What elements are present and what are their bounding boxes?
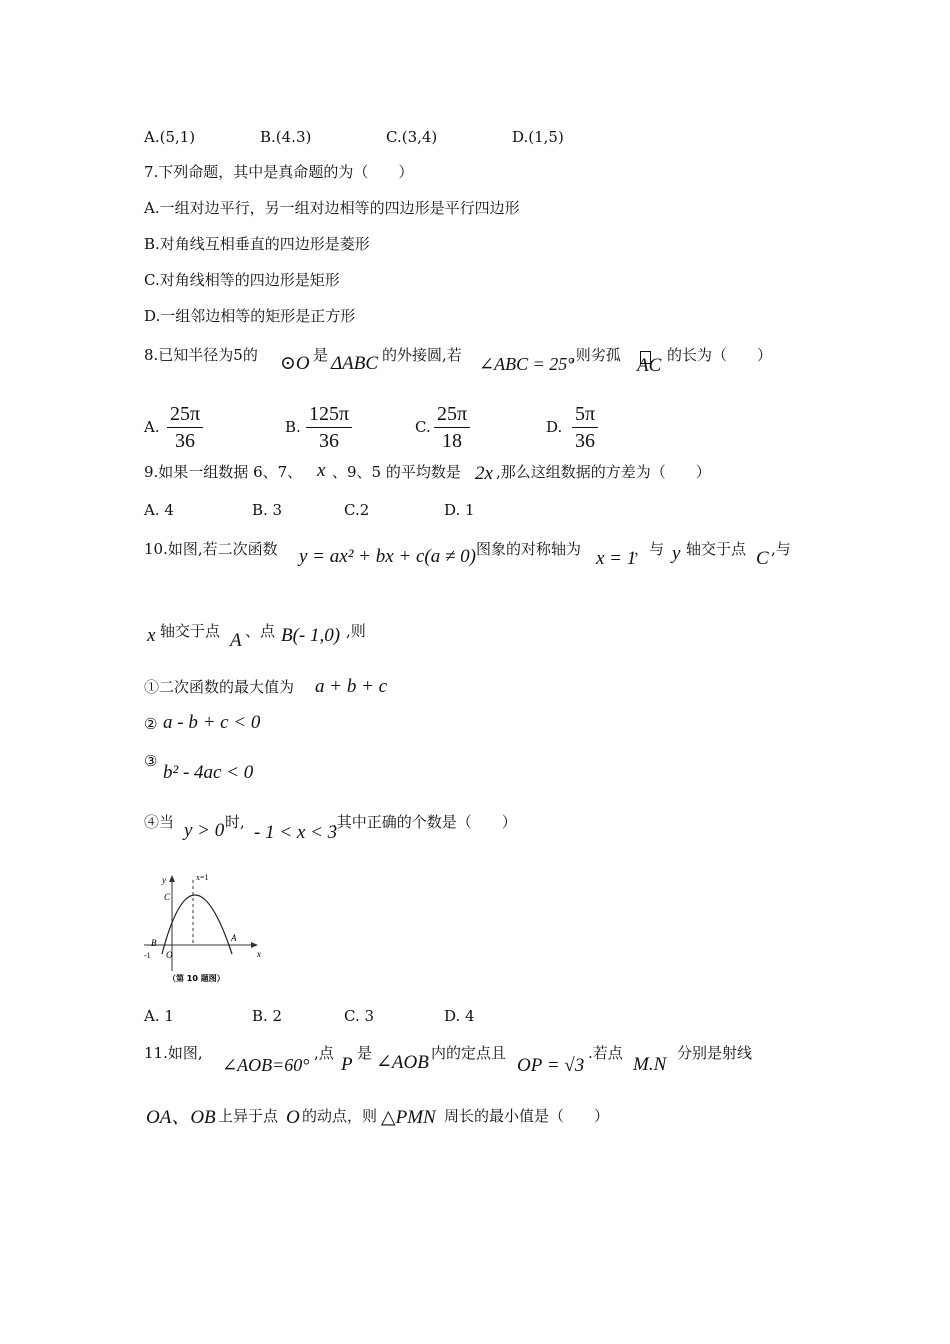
- q9-option-c: C.2: [344, 501, 370, 519]
- q8-option-d-denominator: 36: [575, 430, 596, 452]
- q6-option-b: B.(4.3): [260, 128, 312, 146]
- q9-x: x: [317, 460, 326, 481]
- q11-inner-fixed-point: 内的定点且: [431, 1044, 507, 1062]
- q8-arc-label: AC: [637, 355, 662, 376]
- q8-option-d-prefix: D.: [546, 418, 563, 436]
- q10-y-var: y: [672, 543, 681, 564]
- q10-statement-2-expr: a - b + c < 0: [163, 712, 261, 733]
- q11-stem-start: 11.如图,: [144, 1044, 203, 1062]
- q11-respectively-rays: 分别是射线: [677, 1044, 753, 1062]
- q11-min-perimeter: 周长的最小值是（ ）: [444, 1107, 610, 1125]
- q6-option-a: A.(5,1): [144, 128, 196, 146]
- q10-function: y = ax² + bx + c(a ≠ 0): [299, 546, 476, 567]
- q10-stem-start: 10.如图,若二次函数: [144, 540, 278, 558]
- q11-rays: OA、OB: [146, 1107, 216, 1128]
- q8-option-a-fraction: [167, 402, 203, 453]
- q9-two-x: 2x: [475, 463, 493, 484]
- q10-symmetry-axis-text: 图象的对称轴为: [476, 540, 582, 558]
- fig-o-label: O: [166, 950, 173, 960]
- q8-length-of: 的长为（ ）: [667, 346, 773, 364]
- q10-point-c: C: [756, 548, 769, 569]
- q11-triangle-pmn: △PMN: [381, 1107, 436, 1128]
- q8-option-c-fraction: [434, 402, 470, 453]
- fig-x-label: x: [257, 949, 261, 959]
- q10-statement-1-label: ①二次函数的最大值为: [144, 678, 295, 696]
- q8-option-c-denominator: 18: [442, 430, 463, 452]
- q6-option-c: C.(3,4): [386, 128, 438, 146]
- fig-c-label: C: [164, 892, 171, 902]
- q7-option-c: C.对角线相等的四边形是矩形: [144, 271, 340, 289]
- q10-option-b: B. 2: [252, 1007, 283, 1025]
- q8-option-a-denominator: 36: [175, 430, 196, 452]
- q6-option-d: D.(1,5): [512, 128, 564, 146]
- q8-inferior-arc: ,则劣孤: [571, 346, 621, 364]
- fig-b-label: B: [151, 938, 157, 948]
- q11-is: 是: [357, 1044, 373, 1062]
- q9-option-a: A. 4: [144, 501, 174, 519]
- q8-stem-start: 8.已知半径为5的: [144, 346, 258, 364]
- q8-option-b-fraction: [306, 402, 352, 453]
- q8-circumcircle: 的外接圆,若: [382, 346, 462, 364]
- q11-angle-aob: ∠AOB: [376, 1052, 429, 1073]
- q9-stem-start: 9.如果一组数据 6、7、: [144, 463, 303, 481]
- q8-option-b-numerator: 125π: [306, 402, 352, 428]
- q10-intersect-text: 轴交于点: [686, 540, 747, 558]
- q8-angle: ∠ABC = 25°: [479, 354, 575, 374]
- q8-option-b-denominator: 36: [319, 430, 340, 452]
- q9-option-d: D. 1: [444, 501, 475, 519]
- q10-symmetry-axis: x = 1: [596, 548, 637, 569]
- q10-statement-3-label: ③: [144, 752, 158, 770]
- fig-y-label: y: [162, 875, 166, 885]
- q11-other-than: 上异于点: [218, 1107, 279, 1125]
- q10-statement-4-y: y > 0: [184, 820, 225, 841]
- q10-statement-4-tail: .其中正确的个数是（ ）: [332, 813, 517, 831]
- q8-option-a-numerator: 25π: [167, 402, 203, 428]
- q11-points-mn: M.N: [633, 1054, 667, 1075]
- q11-angle: ∠AOB=60°: [222, 1055, 310, 1075]
- q11-point-text: ,点: [314, 1044, 334, 1062]
- q11-op-length: OP = √3: [517, 1055, 585, 1076]
- q10-with: ，与: [634, 540, 665, 558]
- q7-stem: 7.下列命题，其中是真命题的为（ ）: [144, 163, 414, 181]
- q10-statement-4-label: ④当: [144, 813, 175, 831]
- q10-x-var: x: [147, 625, 156, 646]
- q8-option-d-numerator: 5π: [572, 402, 598, 428]
- q8-option-d-fraction: [572, 402, 598, 453]
- x-axis-arrow-icon: [251, 942, 258, 948]
- q7-option-b: B.对角线互相垂直的四边形是菱形: [144, 235, 370, 253]
- q10-then: ,则: [346, 622, 366, 640]
- q10-statement-2-label: ②: [144, 715, 158, 733]
- q10-statement-4-range: - 1 < x < 3: [254, 822, 338, 843]
- q11-moving-points: 的动点，则: [302, 1107, 378, 1125]
- q10-statement-3-expr: b² - 4ac < 0: [163, 762, 254, 783]
- q7-option-d: D.一组邻边相等的矩形是正方形: [144, 307, 356, 325]
- fig-caption: （第 10 题图）: [168, 974, 225, 983]
- q7-option-a: A.一组对边平行，另一组对边相等的四边形是平行四边形: [144, 199, 520, 217]
- q10-parabola-figure: [140, 868, 265, 988]
- q8-circle-o: ⊙O: [280, 353, 310, 374]
- q8-option-c-numerator: 25π: [434, 402, 470, 428]
- q10-option-d: D. 4: [444, 1007, 475, 1025]
- q11-point-p: P: [341, 1054, 353, 1075]
- q8-triangle: ΔABC: [331, 353, 379, 374]
- q10-point-text: 、点: [245, 622, 276, 640]
- q8-option-a-prefix: A.: [144, 418, 160, 436]
- fig-axis-label: x=1: [196, 873, 209, 882]
- q10-option-c: C. 3: [344, 1007, 375, 1025]
- q10-intersect-x-text: 轴交于点: [160, 622, 221, 640]
- q11-point-o: O: [286, 1107, 300, 1128]
- q8-is: 是: [313, 346, 329, 364]
- q8-option-c-prefix: C.: [415, 418, 431, 436]
- y-axis-arrow-icon: [169, 875, 175, 882]
- q10-point-a: A: [230, 630, 242, 651]
- q10-statement-4-when: 时,: [225, 813, 245, 831]
- q10-point-b: B(- 1,0): [281, 625, 341, 646]
- q9-stem-end: ,那么这组数据的方差为（ ）: [496, 463, 711, 481]
- q8-option-b-prefix: B.: [285, 418, 301, 436]
- fig-neg1-label: -1: [144, 951, 151, 960]
- q10-option-a: A. 1: [144, 1007, 174, 1025]
- q10-and: ,与: [771, 540, 791, 558]
- q11-if-points: .若点: [588, 1044, 623, 1062]
- fig-a-label: A: [231, 933, 237, 943]
- q9-stem-middle: 、9、5 的平均数是: [332, 463, 461, 481]
- q9-option-b: B. 3: [252, 501, 283, 519]
- q10-statement-1-expr: a + b + c: [315, 676, 388, 697]
